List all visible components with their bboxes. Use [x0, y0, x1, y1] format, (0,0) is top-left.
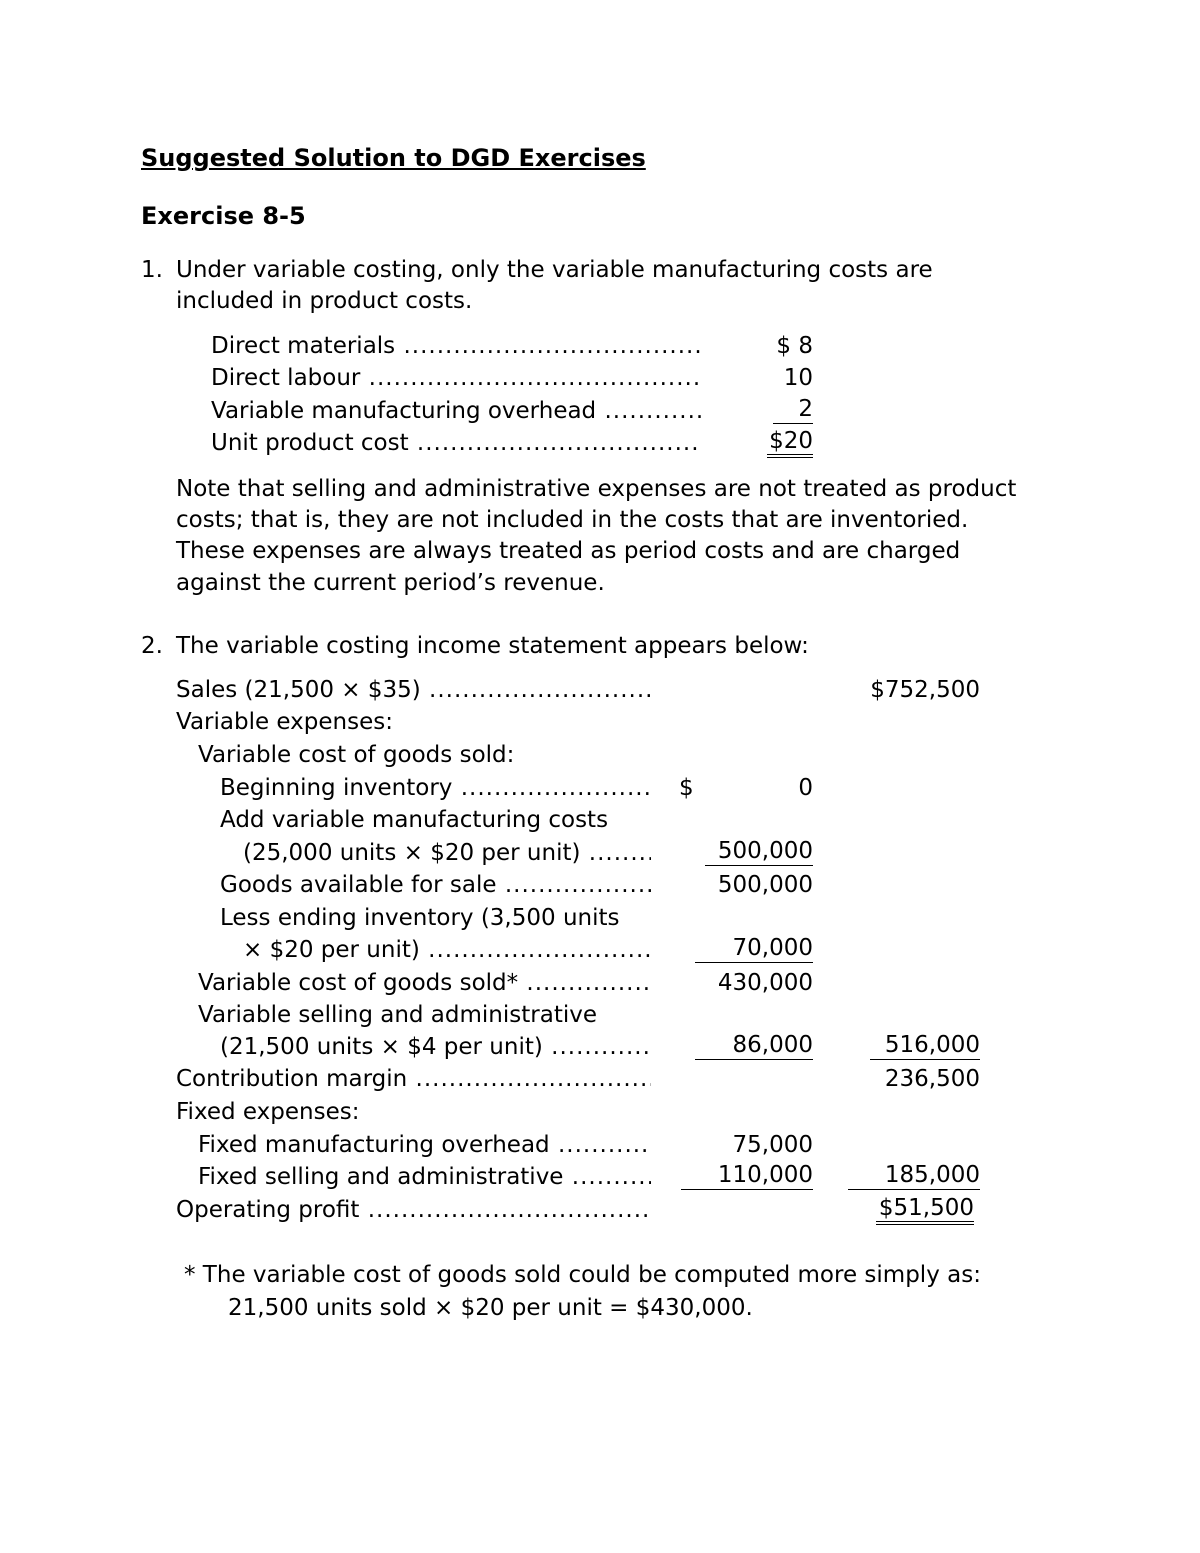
- row-contribution-margin-amount: 236,500: [884, 1066, 980, 1092]
- part1-line1: Under variable costing, only the variable manufacturing costs are: [176, 257, 933, 283]
- cost-label-unit-product-cost: Unit product cost .....: [211, 428, 701, 458]
- footnote-line2: 21,500 units sold × $20 per unit = $430,000.: [228, 1295, 753, 1321]
- row-beginning-inventory-dollar: $: [679, 775, 694, 801]
- row-less-ending-amount: 70,000: [695, 935, 813, 963]
- row-fixed-mfg-overhead-amount: 75,000: [732, 1132, 813, 1158]
- row-less-ending-detail-label: × $20 per unit) .....: [243, 935, 651, 965]
- row-total-fixed-expenses: 185,000: [848, 1162, 980, 1190]
- cost-value-variable-overhead: 2: [773, 396, 813, 424]
- row-goods-available-label: Goods available for sale .....: [220, 870, 651, 900]
- part1-line2: included in product costs.: [176, 288, 473, 314]
- cost-value-unit-product-cost: $20: [767, 428, 813, 458]
- cost-label-direct-labour: Direct labour .....: [211, 363, 701, 393]
- cost-value-direct-materials: $ 8: [776, 333, 813, 359]
- row-less-ending-label: Less ending inventory (3,500 units: [220, 905, 620, 931]
- row-fixed-mfg-overhead-label: Fixed manufacturing overhead .....: [198, 1130, 651, 1160]
- row-fixed-sa-label: Fixed selling and administrative .....: [198, 1162, 651, 1192]
- cost-value-direct-labour: 10: [783, 365, 813, 391]
- row-vcogs-amount: 430,000: [717, 970, 813, 996]
- row-vcogs-heading-label: Variable cost of goods sold:: [198, 742, 515, 768]
- row-contribution-margin-label: Contribution margin .....: [176, 1064, 651, 1094]
- part1-note-line1: Note that selling and administrative expenses are not treated as product: [176, 476, 1017, 502]
- footnote-line1: * The variable cost of goods sold could be computed more simply as:: [184, 1262, 981, 1288]
- part1-number: 1.: [141, 257, 163, 283]
- row-add-variable-label: Add variable manufacturing costs: [220, 807, 609, 833]
- row-sales-total: $752,500: [870, 677, 980, 703]
- row-vsa-detail-label: (21,500 units × $4 per unit) .....: [220, 1032, 651, 1062]
- page-title: Suggested Solution to DGD Exercises: [141, 144, 646, 172]
- row-fixed-sa-amount: 110,000: [681, 1162, 813, 1190]
- cost-label-variable-overhead: Variable manufacturing overhead .....: [211, 396, 701, 426]
- row-vcogs-label: Variable cost of goods sold* .....: [198, 968, 651, 998]
- part1-note-line3: These expenses are always treated as period costs and are charged: [176, 538, 961, 564]
- row-vsa-amount: 86,000: [695, 1032, 813, 1060]
- part2-number: 2.: [141, 633, 163, 659]
- exercise-heading: Exercise 8-5: [141, 202, 306, 230]
- row-vsa-label: Variable selling and administrative: [198, 1002, 597, 1028]
- row-fixed-expenses-label: Fixed expenses:: [176, 1099, 360, 1125]
- row-sales-label: Sales (21,500 × $35) .....: [176, 675, 651, 705]
- row-add-variable-amount: 500,000: [705, 838, 813, 866]
- part1-note-line4: against the current period’s revenue.: [176, 570, 605, 596]
- row-variable-expenses-label: Variable expenses:: [176, 709, 393, 735]
- row-add-variable-detail-label: (25,000 units × $20 per unit) .....: [243, 838, 651, 868]
- cost-label-direct-materials: Direct materials .....: [211, 331, 701, 361]
- row-operating-profit-amount: $51,500: [876, 1195, 974, 1225]
- row-beginning-inventory-label: Beginning inventory .....: [220, 773, 651, 803]
- row-total-variable-expenses: 516,000: [870, 1032, 980, 1060]
- row-goods-available-amount: 500,000: [717, 872, 813, 898]
- row-beginning-inventory-amount: 0: [798, 775, 813, 801]
- part1-note-line2: costs; that is, they are not included in the costs that are inventoried.: [176, 507, 969, 533]
- row-operating-profit-label: Operating profit .....: [176, 1195, 651, 1225]
- part2-intro: The variable costing income statement appears below:: [176, 633, 809, 659]
